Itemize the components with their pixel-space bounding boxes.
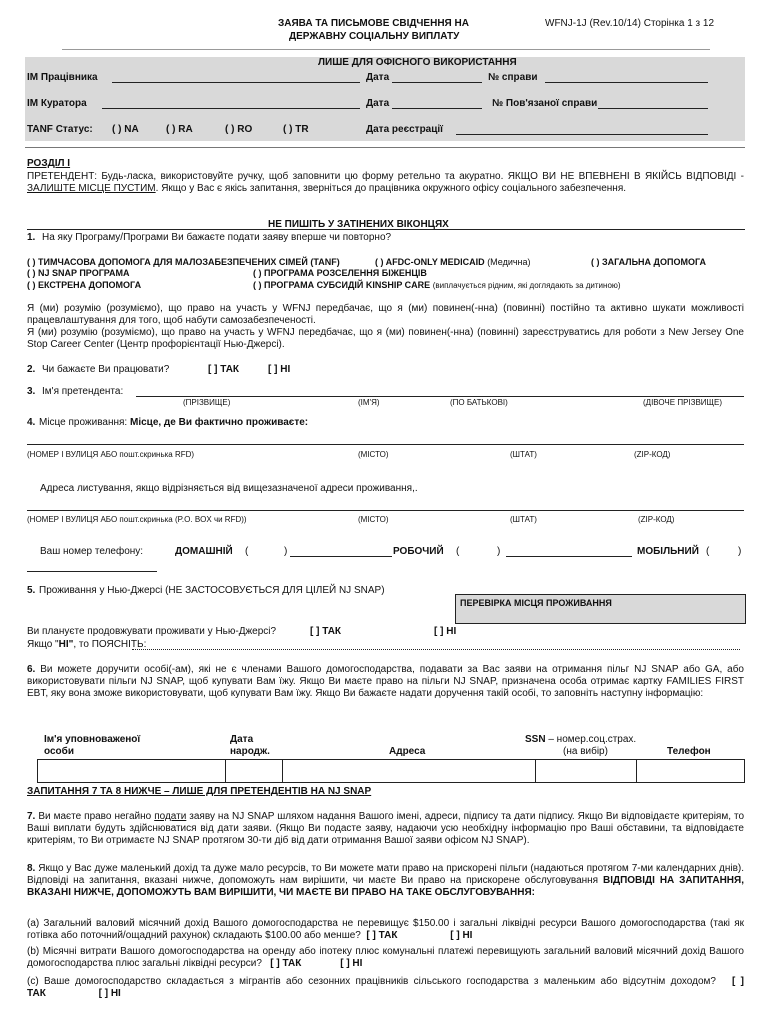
home-phone-close-paren: ) bbox=[284, 546, 288, 557]
mailing-street-caption: (НОМЕР І ВУЛИЦЯ АБО пошт.скринька (P.O. BOX чи RFD)) bbox=[27, 515, 247, 524]
authorized-person-table bbox=[37, 759, 745, 783]
q8b-yes-checkbox[interactable]: [ ] ТАК bbox=[270, 958, 302, 969]
mailing-address-field[interactable] bbox=[27, 510, 744, 511]
office-top-rule bbox=[62, 49, 710, 50]
mailing-zip-caption: (ZIP-КОД) bbox=[638, 515, 675, 524]
col-address: Адреса bbox=[389, 746, 426, 757]
mobile-phone-open-paren: ( bbox=[706, 546, 710, 557]
col-name-line2: особи bbox=[44, 746, 74, 757]
q4-number: 4. bbox=[27, 417, 36, 428]
mailing-address-label: Адреса листування, якщо відрізняється від вищезазначеної адреси проживання,. bbox=[40, 483, 418, 494]
form-title-line2: ДЕРЖАВНУ СОЦІАЛЬНУ ВИПЛАТУ bbox=[289, 31, 460, 42]
q5-number: 5. bbox=[27, 585, 36, 596]
q2-no-checkbox[interactable]: [ ] НІ bbox=[268, 364, 291, 375]
q3-number: 3. bbox=[27, 386, 36, 397]
tanf-na-option[interactable]: ( ) NA bbox=[112, 124, 139, 135]
col-dob-line1: Дата bbox=[230, 734, 254, 745]
residence-address-field[interactable] bbox=[27, 444, 744, 445]
q5-plan-text: Ви плануєте продовжувати проживати у Нью-Джерсі? bbox=[27, 626, 277, 637]
snap-only-heading: ЗАПИТАННЯ 7 ТА 8 НИЖЧЕ – ЛИШЕ ДЛЯ ПРЕТЕНДЕНТІВ НА NJ SNAP bbox=[27, 786, 372, 797]
program-tanf-option[interactable]: ( ) ТИМЧАСОВА ДОПОМОГА ДЛЯ МАЛОЗАБЕЗПЕЧЕНИХ СІМЕЙ (TANF) bbox=[27, 257, 340, 267]
home-phone-label: ДОМАШНІЙ bbox=[175, 546, 233, 557]
col-name-line1: Ім'я уповноваженої bbox=[44, 734, 141, 745]
surname-caption: (ПРІЗВИЩЕ) bbox=[183, 398, 231, 407]
col-phone: Телефон bbox=[667, 746, 711, 757]
state-caption: (ШТАТ) bbox=[510, 450, 537, 459]
q2-yes-checkbox[interactable]: [ ] ТАК bbox=[208, 364, 240, 375]
q8-text: 8. Якщо у Вас дуже маленький дохід та дуже мало ресурсів, то Ви можете мати право на прискорені пільги (надаються протягом 7-ми календарних днів). Відповіді на запитання, вказані нижче, допоможуть нам вирішити, чи маєте Ви право на прискорене обслуговування ВІДПОВІДІ НА ЗАПИТАННЯ, ВКАЗАНІ НИЖЧЕ, ДОПОМОЖУТЬ ВАМ ВИРІШИТИ, ЧИ МАЄТЕ ВИ ПРАВО НА ТАКЕ ОБСЛУГОВУВАННЯ: bbox=[27, 863, 744, 898]
related-case-field[interactable] bbox=[598, 108, 708, 109]
q5-yes-checkbox[interactable]: [ ] ТАК bbox=[310, 626, 342, 637]
mobile-phone-field[interactable] bbox=[27, 571, 157, 572]
worker-name-field[interactable] bbox=[112, 82, 360, 83]
q8c-yes-checkbox[interactable]: [ ] ТАК bbox=[27, 976, 744, 999]
wfnj-statement-2: Я (ми) розумію (розуміємо), що право на участь у WFNJ передбачає, що я (ми) повинен(-нна) (повинні) зареєструватись для роботи з New Jersey One Stop Career Center (Центр профорієнтації Нью-Джерсі). bbox=[27, 327, 744, 350]
q5-no-checkbox[interactable]: [ ] НІ bbox=[434, 626, 457, 637]
date2-label: Дата bbox=[366, 98, 390, 109]
shaded-notice: НЕ ПИШІТЬ У ЗАТІНЕНИХ ВІКОНЦЯХ bbox=[268, 219, 449, 230]
authorized-phone-cell[interactable] bbox=[636, 760, 744, 783]
program-kinship-option[interactable]: ( ) ПРОГРАМА СУБСИДІЙ KINSHIP CARE (виплачується рідним, які доглядають за дитиною) bbox=[253, 280, 621, 290]
applicant-name-field[interactable] bbox=[136, 396, 744, 397]
authorized-name-cell[interactable] bbox=[38, 760, 226, 783]
q8a-text: (a) Загальний валовий місячний дохід Вашого домогосподарства не перевищує $150.00 і загальні ліквідні ресурси Вашого домогосподарства (такі як готівка або поточний/ощадний рахунок) складають $100.00 або менше? [ ] ТАК [ ] НІ bbox=[27, 918, 744, 941]
wfnj-statement-1: Я (ми) розумію (розуміємо), що право на участь у WFNJ передбачає, що я (ми) повинен(-нна) (повинні) постійно та активно шукати можливості працевлаштування для того, щоб набути самозабезпеченості. bbox=[27, 303, 744, 326]
q8b-text: (b) Місячні витрати Вашого домогосподарства на оренду або іпотеку плюс комунальні платежі перевищують загальний валовий місячний дохід Вашого домогосподарства плюс загальні ліквідні ресурси? [ ] ТАК [ ] НІ bbox=[27, 946, 744, 969]
q4-text: Місце проживання: Місце, де Ви фактично проживаєте: bbox=[39, 417, 309, 428]
form-title-line1: ЗАЯВА ТА ПИСЬМОВЕ СВІДЧЕННЯ НА bbox=[278, 18, 469, 29]
authorized-address-cell[interactable] bbox=[282, 760, 536, 783]
program-afdc-option[interactable]: ( ) AFDC-ONLY MEDICAID (Медична) bbox=[375, 257, 531, 267]
q2-text: Чи бажаєте Ви працювати? bbox=[42, 364, 170, 375]
q8b-no-checkbox[interactable]: [ ] НІ bbox=[340, 958, 363, 969]
residence-check-label: ПЕРЕВІРКА МІСЦЯ ПРОЖИВАННЯ bbox=[460, 598, 612, 608]
work-phone-close-paren: ) bbox=[497, 546, 501, 557]
home-phone-open-paren: ( bbox=[245, 546, 249, 557]
zip-caption: (ZIP-КОД) bbox=[634, 450, 671, 459]
work-phone-field[interactable] bbox=[506, 556, 632, 557]
q5-explain-field[interactable] bbox=[132, 649, 740, 650]
q8c-text: (c) Ваше домогосподарство складається з мігрантів або сезонних працівників сільського господарства з маленьким або відсутнім доходом? [ ] ТАК [ ] НІ bbox=[27, 976, 744, 999]
worker-name-label: ІМ Працівника bbox=[27, 72, 98, 83]
program-snap-option[interactable]: ( ) NJ SNAP ПРОГРАМА bbox=[27, 268, 130, 278]
q2-number: 2. bbox=[27, 364, 36, 375]
home-phone-field[interactable] bbox=[290, 556, 392, 557]
patronymic-caption: (ПО БАТЬКОВІ) bbox=[450, 398, 508, 407]
form-id: WFNJ-1J (Rev.10/14) Сторінка 1 з 12 bbox=[545, 18, 715, 29]
supervisor-name-field[interactable] bbox=[102, 108, 360, 109]
col-ssn-line1: SSN – номер.соц.страх. bbox=[525, 734, 637, 745]
case-number-field[interactable] bbox=[545, 82, 708, 83]
tanf-status-label: TANF Статус: bbox=[27, 124, 93, 135]
col-dob-line2: народж. bbox=[230, 746, 270, 757]
notice-rule bbox=[27, 229, 745, 230]
q8a-no-checkbox[interactable]: [ ] НІ bbox=[450, 930, 473, 941]
q5-explain-label: Якщо "НІ", то ПОЯСНІТЬ: bbox=[27, 639, 147, 650]
mailing-city-caption: (МІСТО) bbox=[358, 515, 389, 524]
work-phone-open-paren: ( bbox=[456, 546, 460, 557]
case-number-label: № справи bbox=[488, 72, 538, 83]
program-ga-option[interactable]: ( ) ЗАГАЛЬНА ДОПОМОГА bbox=[591, 257, 706, 267]
section-title: РОЗДІЛ І bbox=[27, 158, 71, 169]
registration-date-field[interactable] bbox=[456, 134, 708, 135]
tanf-ro-option[interactable]: ( ) RO bbox=[225, 124, 253, 135]
related-case-label: № Пов'язаної справи bbox=[492, 98, 598, 109]
tanf-tr-option[interactable]: ( ) TR bbox=[283, 124, 309, 135]
registration-date-label: Дата реєстрації bbox=[366, 124, 443, 135]
work-phone-label: РОБОЧИЙ bbox=[393, 546, 444, 557]
authorized-ssn-cell[interactable] bbox=[536, 760, 636, 783]
date-field[interactable] bbox=[392, 82, 482, 83]
table-row bbox=[38, 760, 745, 783]
q7-text: 7. Ви маєте право негайно подати заяву на NJ SNAP шляхом надання Вашого імені, адреси, підпису та дати підпису. Якщо Ви відповідаєте критеріям, то Ваші виплати будуть здійснюватися від дати заяви. (Якщо Ви подасте заяву, надаючи усю необхідну інформацію про Ваші обставини, та відповідаєте критеріям, то Ви отримаєте NJ SNAP протягом 30-ти діб від дати отримання Вашої заяви офісом NJ SNAP). bbox=[27, 811, 745, 846]
q1-number: 1. bbox=[27, 232, 36, 243]
q8c-no-checkbox[interactable]: [ ] НІ bbox=[98, 988, 121, 999]
maiden-name-caption: (ДІВОЧЕ ПРІЗВИЩЕ) bbox=[643, 398, 723, 407]
q1-text: На яку Програму/Програми Ви бажаєте подати заяву вперше чи повторно? bbox=[42, 232, 392, 243]
q8a-yes-checkbox[interactable]: [ ] ТАК bbox=[366, 930, 398, 941]
program-refugee-option[interactable]: ( ) ПРОГРАМА РОЗСЕЛЕННЯ БІЖЕНЦІВ bbox=[253, 268, 427, 278]
date2-field[interactable] bbox=[392, 108, 482, 109]
tanf-ra-option[interactable]: ( ) RA bbox=[166, 124, 193, 135]
street-caption: (НОМЕР І ВУЛИЦЯ АБО пошт.скринька RFD) bbox=[27, 450, 195, 459]
date-label: Дата bbox=[366, 72, 390, 83]
authorized-dob-cell[interactable] bbox=[225, 760, 282, 783]
first-name-caption: (ІМ'Я) bbox=[358, 398, 380, 407]
office-use-heading: ЛИШЕ ДЛЯ ОФІСНОГО ВИКОРИСТАННЯ bbox=[318, 57, 517, 68]
q5-text: Проживання у Нью-Джерсі (НЕ ЗАСТОСОВУЄТЬСЯ ДЛЯ ЦІЛЕЙ NJ SNAP) bbox=[39, 585, 385, 596]
supervisor-name-label: ІМ Куратора bbox=[27, 98, 87, 109]
mobile-phone-label: МОБІЛЬНИЙ bbox=[637, 546, 699, 557]
mobile-phone-close-paren: ) bbox=[738, 546, 742, 557]
q6-text: 6. Ви можете доручити особі(-ам), які не є членами Вашого домогосподарства, подавати за Вас заяви на отримання пільг NJ SNAP або GA, або використовувати пільги NJ SNAP, щоб купувати Вам їжу. Якщо Ви маєте право на пільги NJ SNAP, призначена особа отримає картку FAMILIES FIRST EBT, яку вона зможе використовувати, щоб купувати Вам їжу. Якщо Ви бажаєте надати доручення такій особі, то заповніть наступну інформацію: bbox=[27, 664, 744, 699]
office-bottom-rule bbox=[25, 147, 745, 148]
mailing-state-caption: (ШТАТ) bbox=[510, 515, 537, 524]
phone-label: Ваш номер телефону: bbox=[40, 546, 144, 557]
program-emergency-option[interactable]: ( ) ЕКСТРЕНА ДОПОМОГА bbox=[27, 280, 142, 290]
city-caption: (МІСТО) bbox=[358, 450, 389, 459]
col-ssn-line2: (на вибір) bbox=[563, 746, 608, 757]
section-intro: ПРЕТЕНДЕНТ: Будь-ласка, використовуйте ручку, щоб заповнити цю форму ретельно та акуратно. ЯКЩО ВИ НЕ ВПЕВНЕНІ В ЯКІЙСЬ ВІДПОВІДІ - ЗАЛИШТЕ МІСЦЕ ПУСТИМ. Якщо у Вас є якісь запитання, зверніться до працівника окружного офісу соціального забезпечення. bbox=[27, 171, 744, 194]
q3-text: Ім'я претендента: bbox=[42, 386, 124, 397]
